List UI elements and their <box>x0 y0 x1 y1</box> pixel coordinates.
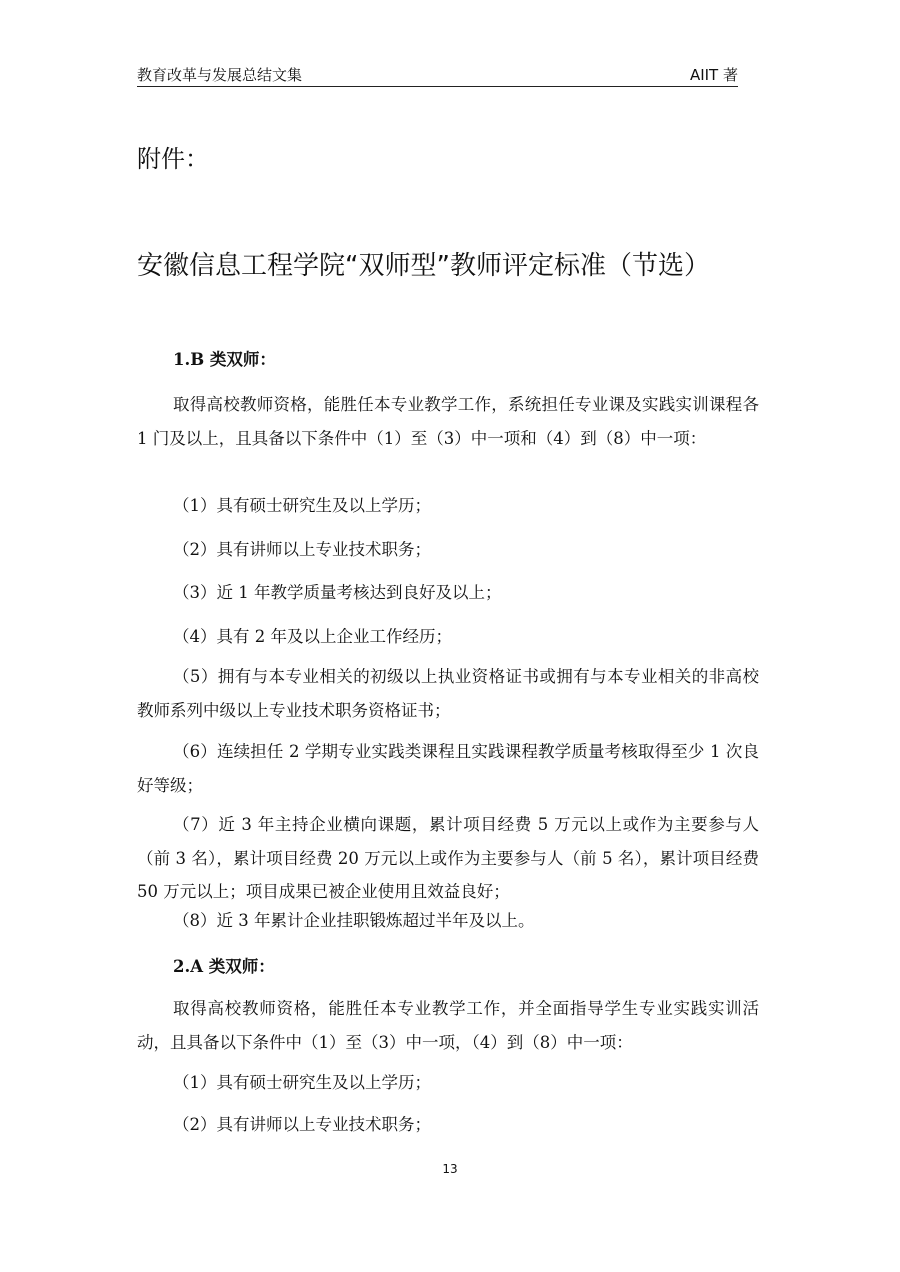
section-b-item-6: （6）连续担任 2 学期专业实践类课程且实践课程教学质量考核取得至少 1 次良好等级； <box>137 742 759 795</box>
page-number: 13 <box>442 1162 458 1176</box>
section-a-intro: 取得高校教师资格，能胜任本专业教学工作，并全面指导学生专业实践实训活动，且具备以下条件中（1）至（3）中一项，（4）到（8）中一项： <box>137 999 759 1052</box>
document-title: 安徽信息工程学院“双师型”教师评定标准（节选） <box>137 251 710 281</box>
section-b-item-5: （5）拥有与本专业相关的初级以上执业资格证书或拥有与本专业相关的非高校教师系列中级以上专业技术职务资格证书； <box>137 667 759 720</box>
section-a-item-1: （1）具有硕士研究生及以上学历； <box>173 1073 431 1092</box>
section-a-heading: 2.A 类双师： <box>173 957 275 976</box>
section-b-item-4: （4）具有 2 年及以上企业工作经历； <box>173 627 452 646</box>
section-b-item-3: （3）近 1 年教学质量考核达到良好及以上； <box>173 583 502 602</box>
attachment-label: 附件： <box>137 145 209 173</box>
section-a-item-2: （2）具有讲师以上专业技术职务； <box>173 1115 431 1134</box>
section-b-item-2: （2）具有讲师以上专业技术职务； <box>173 540 431 559</box>
section-b-intro: 取得高校教师资格，能胜任本专业教学工作，系统担任专业课及实践实训课程各 1 门及以上，且具备以下条件中（1）至（3）中一项和（4）到（8）中一项： <box>137 395 759 448</box>
section-b-item-8: （8）近 3 年累计企业挂职锻炼超过半年及以上。 <box>173 911 535 930</box>
section-b-item-7: （7）近 3 年主持企业横向课题，累计项目经费 5 万元以上或作为主要参与人（前 3 名），累计项目经费 20 万元以上或作为主要参与人（前 5 名），累计项目经费 50 万元以上；项目成果已被企业使用且效益良好； <box>137 815 759 901</box>
section-b-heading: 1.B 类双师： <box>173 350 276 369</box>
running-header <box>137 64 738 87</box>
header-author: AIIT 著 <box>689 66 738 84</box>
header-collection-title: 教育改革与发展总结文集 <box>137 66 303 84</box>
section-b-item-1: （1）具有硕士研究生及以上学历； <box>173 496 431 515</box>
